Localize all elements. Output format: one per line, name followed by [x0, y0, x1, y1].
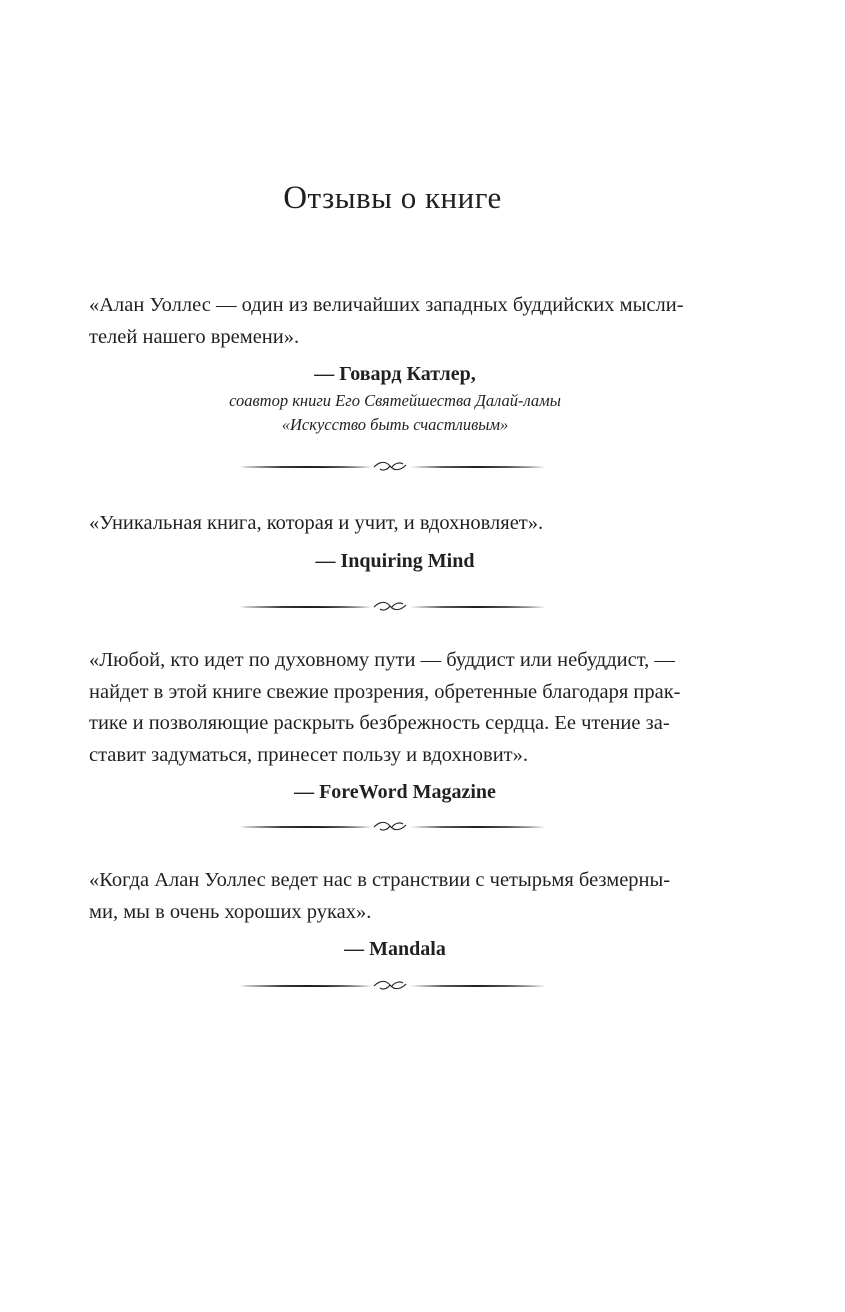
- review-quote: «Когда Алан Уоллес ведет нас в странствии с четырьмя безмерны- ми, мы в очень хороших руках».: [89, 869, 671, 923]
- flourish-divider-icon: [240, 459, 546, 475]
- review-author-note: [89, 389, 701, 437]
- review-author: — ForeWord Magazine: [294, 781, 496, 803]
- review-quote: «Любой, кто идет по духовному пути — буддист или небуддист, — найдет в этой книге свежие прозрения, обретенные благодаря прак- тике и позволяющие раскрыть безбрежность сердца. Ее чтение за- ставит задуматься, принесет пользу и вдохновит».: [89, 649, 681, 766]
- review-foreword-magazine: [89, 645, 701, 804]
- page-title-rest: тзывы о книге: [307, 180, 502, 215]
- review-author-note-line1: соавтор книги Его Святейшества Далай-ламы: [229, 391, 561, 410]
- flourish-divider-icon: [240, 599, 546, 615]
- review-author: — Inquiring Mind: [315, 549, 475, 572]
- page-title: [0, 180, 785, 217]
- review-quote: «Алан Уоллес — один из величайших западных буддийских мысли- телей нашего времени».: [89, 294, 684, 348]
- page-title-initial: О: [283, 180, 308, 216]
- review-inquiring-mind: [89, 508, 701, 573]
- review-author: — Говард Катлер,: [314, 363, 476, 385]
- review-mandala: [89, 865, 701, 961]
- flourish-divider-icon: [240, 819, 546, 835]
- review-author: — Mandala: [344, 938, 446, 960]
- review-cutler: [89, 290, 701, 437]
- review-quote: «Уникальная книга, которая и учит, и вдохновляет».: [89, 512, 544, 534]
- review-author-note-line2: «Искусство быть счастливым»: [281, 415, 509, 434]
- flourish-divider-icon: [240, 978, 546, 994]
